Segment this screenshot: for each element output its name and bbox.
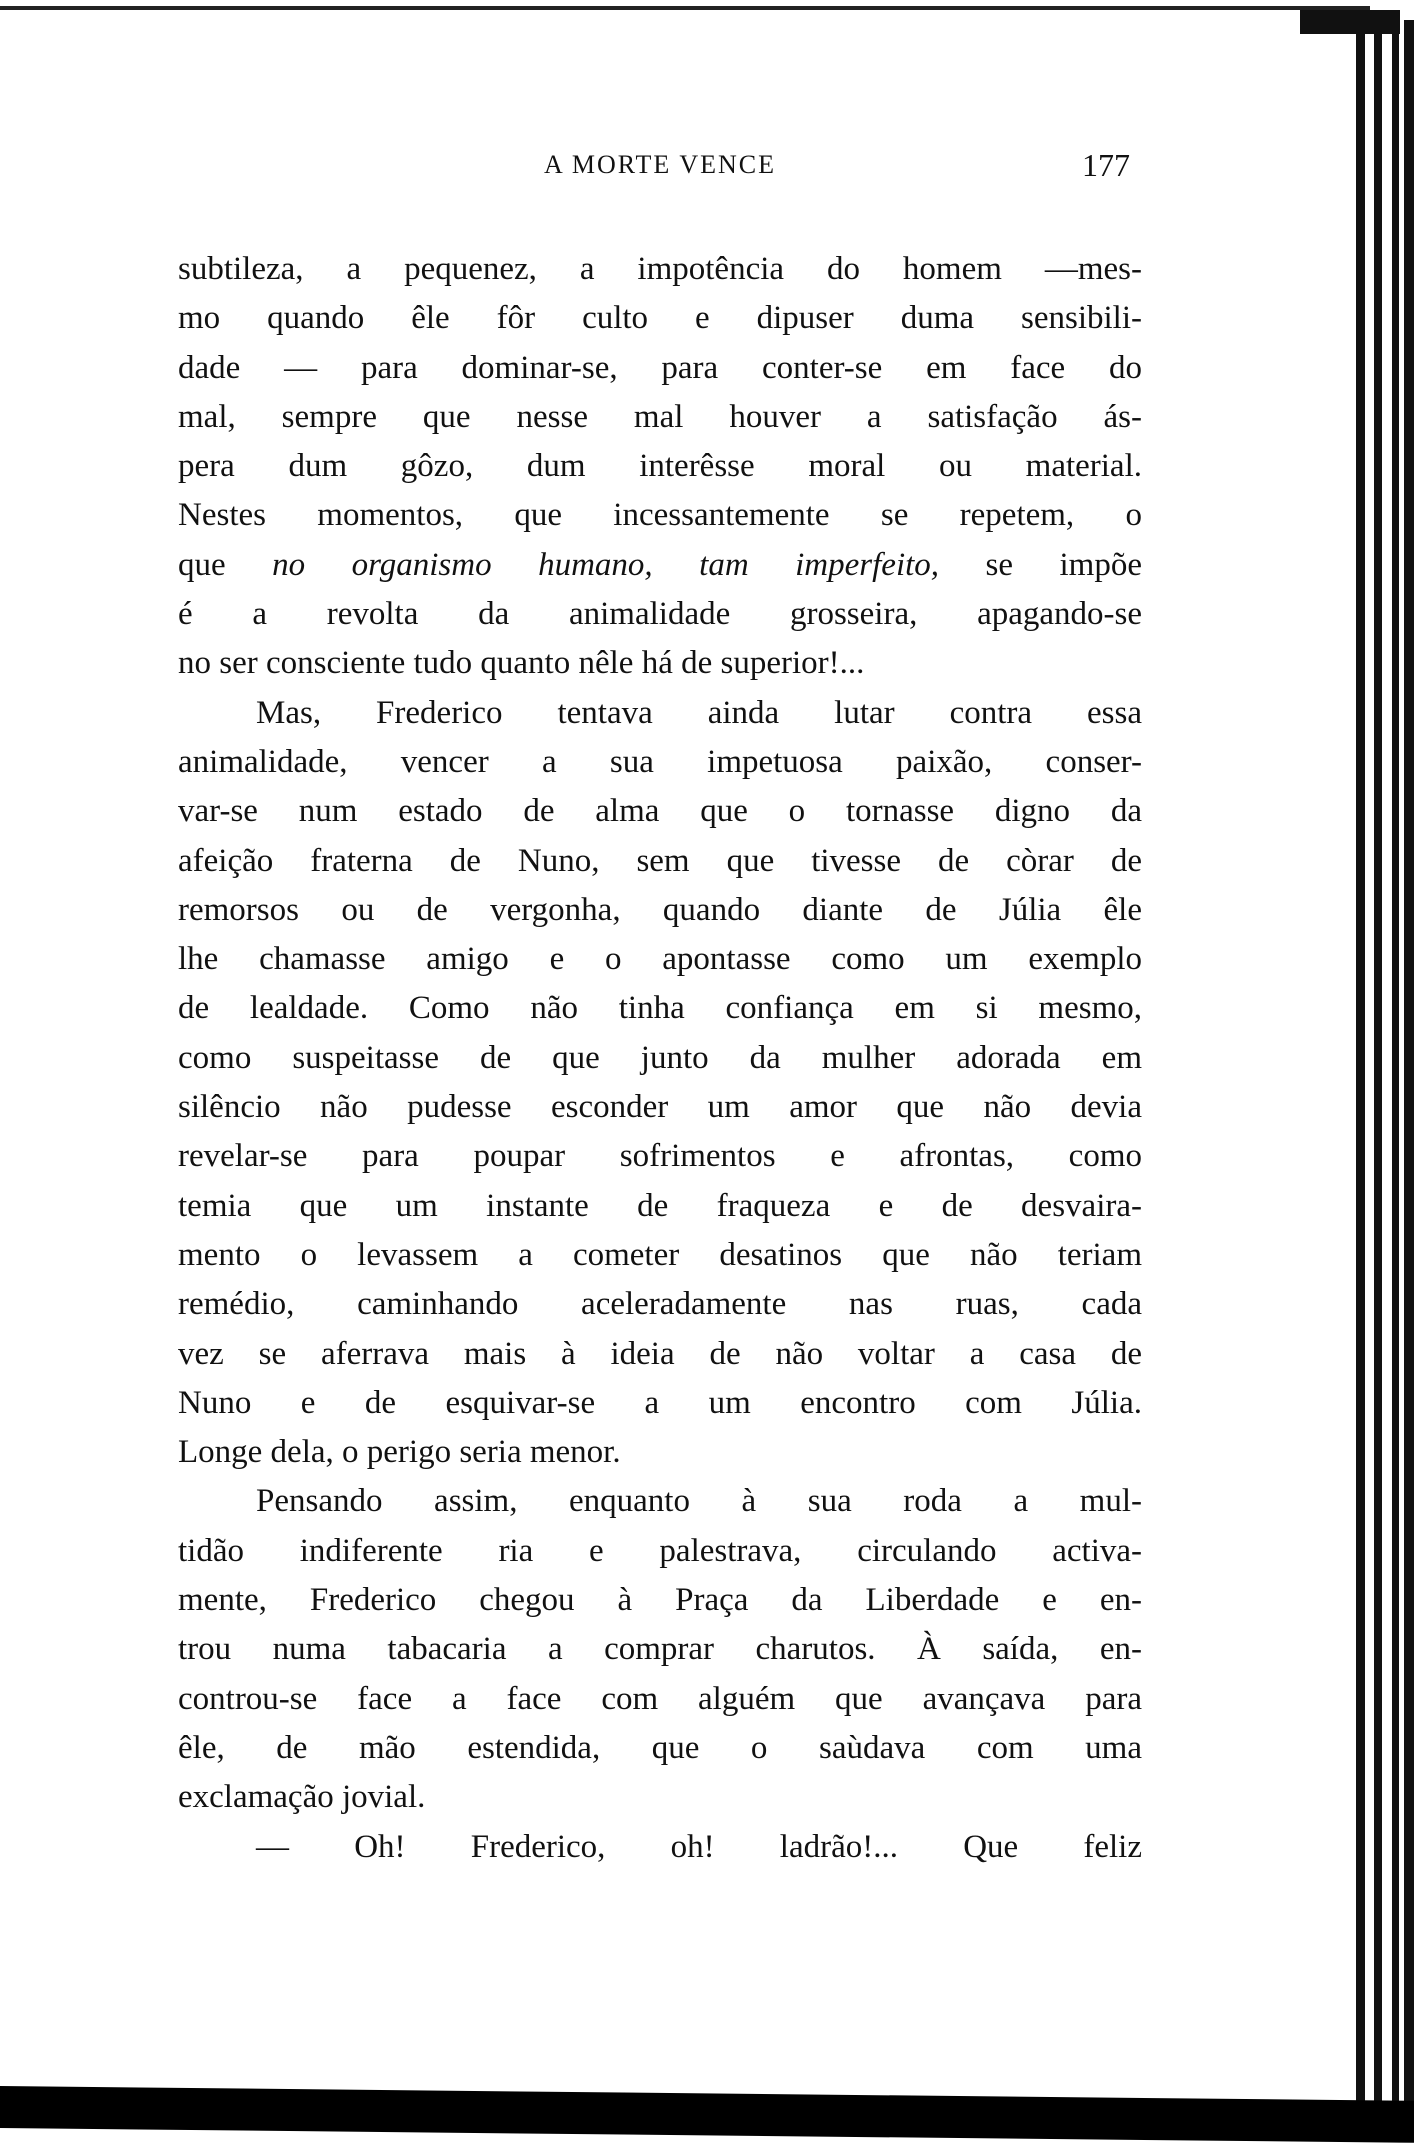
text-line: var-se num estado de alma que o tornasse digno da [178, 793, 1142, 830]
binding-edge [1392, 20, 1399, 2139]
text-line: exclamação jovial. [178, 1779, 426, 1816]
text-line: trou numa tabacaria a comprar charutos. À saída, en- [178, 1631, 1142, 1668]
text-line: pera dum gôzo, dum interêsse moral ou material. [178, 448, 1142, 485]
text-line: temia que um instante de fraqueza e de desvaira- [178, 1187, 1142, 1224]
text-line: lhe chamasse amigo e o apontasse como um exemplo [178, 941, 1142, 978]
text-line: vez se aferrava mais à ideia de não voltar a casa de [178, 1335, 1142, 1372]
text-line: mente, Frederico chegou à Praça da Liberdade e en- [178, 1582, 1142, 1619]
text-line: no ser consciente tudo quanto nêle há de superior!... [178, 645, 865, 682]
body-text [178, 245, 1142, 1872]
text-line: Mas, Frederico tentava ainda lutar contra essa [256, 694, 1142, 731]
text-line: dade — para dominar-se, para conter-se em face do [178, 349, 1142, 386]
text-line: de lealdade. Como não tinha confiança em si mesmo, [178, 990, 1142, 1027]
text-line: Nestes momentos, que incessantemente se repetem, o [178, 497, 1142, 534]
text-line: subtileza, a pequenez, a impotência do homem —mes- [178, 251, 1142, 287]
text-segment: se impõe [939, 546, 1142, 583]
page-number: 177 [1082, 147, 1130, 183]
text-line: mo quando êle fôr culto e dipuser duma sensibili- [178, 300, 1142, 337]
binding-edge [1404, 20, 1414, 2139]
binding-edge [1374, 20, 1382, 2139]
binding-edge [1356, 20, 1365, 2139]
text-line: controu-se face a face com alguém que avançava para [178, 1680, 1142, 1717]
text-line: êle, de mão estendida, que o saùdava com uma [178, 1729, 1142, 1766]
text-line: remorsos ou de vergonha, quando diante de Júlia êle [178, 891, 1142, 928]
scan-edge-top [0, 6, 1370, 10]
running-title: A MORTE VENCE [544, 150, 776, 179]
text-line: revelar-se para poupar sofrimentos e afrontas, como [178, 1138, 1142, 1175]
text-line: Longe dela, o perigo seria menor. [178, 1434, 621, 1471]
text-line [178, 541, 1142, 590]
text-line: Nuno e de esquivar-se a um encontro com Júlia. [178, 1384, 1142, 1421]
text-line: é a revolta da animalidade grosseira, apagando-se [178, 596, 1142, 633]
text-line: — Oh! Frederico, oh! ladrão!... Que feliz [256, 1828, 1142, 1865]
scan-edge-bottom [0, 2086, 1414, 2143]
text-line: tidão indiferente ria e palestrava, circulando activa- [178, 1532, 1142, 1569]
text-line: mento o levassem a cometer desatinos que não teriam [178, 1236, 1142, 1273]
text-segment: que [178, 546, 273, 583]
italic-text: no organismo humano, tam imperfeito, [272, 546, 940, 583]
text-line: mal, sempre que nesse mal houver a satisfação ás- [178, 398, 1142, 435]
text-line: como suspeitasse de que junto da mulher adorada em [178, 1039, 1142, 1076]
text-line: silêncio não pudesse esconder um amor que não devia [178, 1089, 1142, 1126]
text-line: Pensando assim, enquanto à sua roda a mul- [256, 1483, 1142, 1520]
text-line: afeição fraterna de Nuno, sem que tivesse de còrar de [178, 842, 1142, 879]
page-header [178, 143, 1142, 187]
scan-edge-corner [1300, 10, 1400, 34]
text-line: remédio, caminhando aceleradamente nas ruas, cada [178, 1286, 1142, 1323]
text-line: animalidade, vencer a sua impetuosa paixão, conser- [178, 743, 1142, 780]
